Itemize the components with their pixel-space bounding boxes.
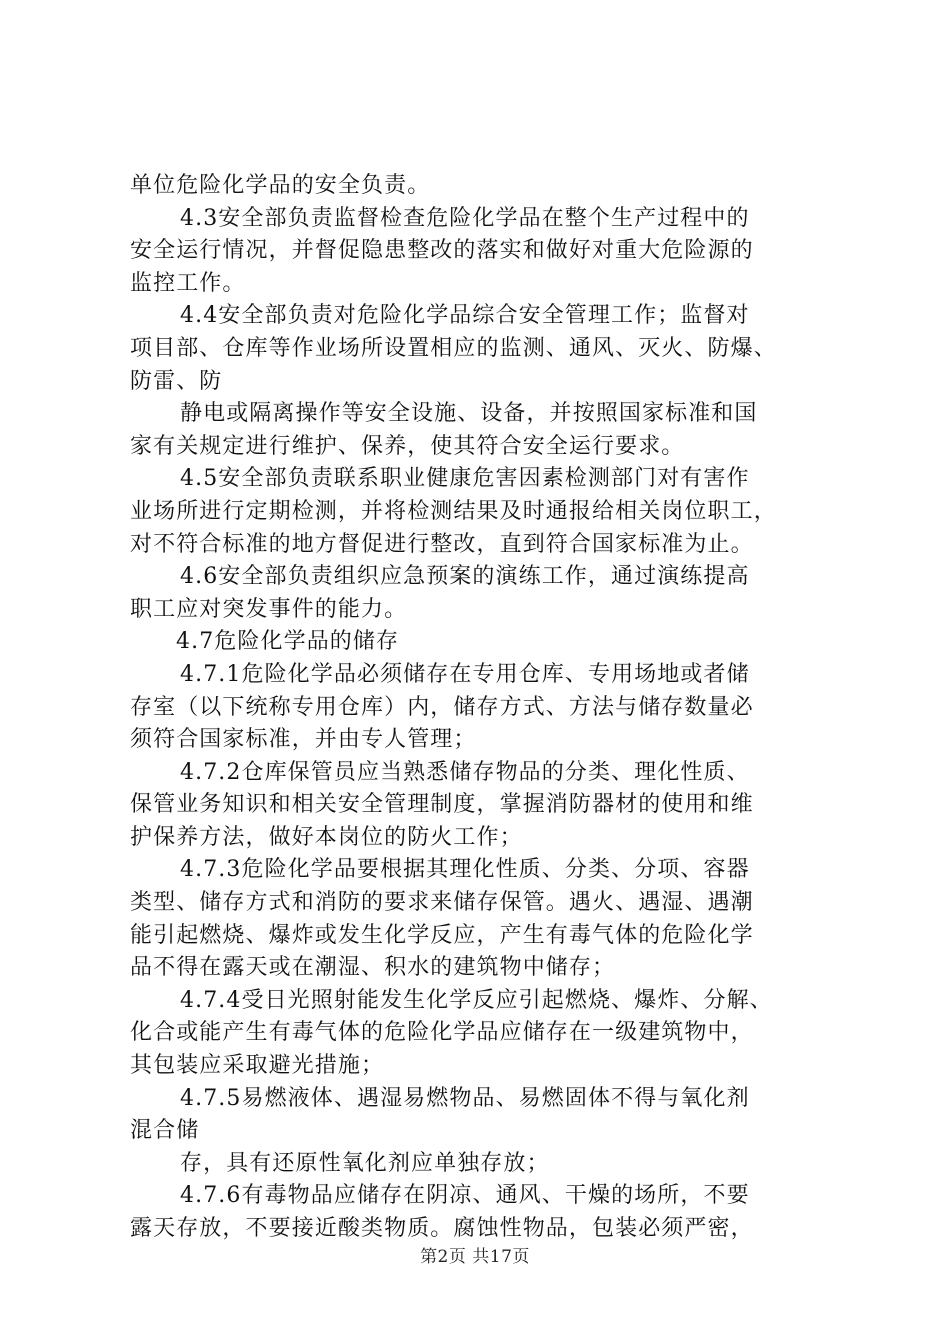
text-line: 4.7.5易燃液体、遇湿易燃物品、易燃固体不得与氧化剂	[180, 1085, 750, 1111]
text-line: 对不符合标准的地方督促进行整改，直到符合国家标准为止。	[130, 531, 754, 557]
text-line: 4.3安全部负责监督检查危险化学品在整个生产过程中的	[180, 205, 750, 231]
text-line: 4.7.4受日光照射能发生化学反应引起燃烧、爆炸、分解、	[180, 987, 773, 1013]
text-line: 化合或能产生有毒气体的危险化学品应储存在一级建筑物中，	[130, 1020, 754, 1046]
text-line: 4.4安全部负责对危险化学品综合安全管理工作；监督对	[180, 303, 750, 329]
text-line: 防雷、防	[130, 368, 223, 394]
page-footer: 第2页 共17页	[420, 1247, 530, 1267]
text-line: 4.7.1危险化学品必须储存在专用仓库、专用场地或者储	[180, 661, 750, 687]
text-line: 存，具有还原性氧化剂应单独存放；	[180, 1150, 550, 1176]
text-line: 保管业务知识和相关安全管理制度，掌握消防器材的使用和维	[130, 792, 754, 818]
text-line: 业场所进行定期检测，并将检测结果及时通报给相关岗位职工，	[130, 498, 777, 524]
text-line: 4.7.6有毒物品应储存在阴凉、通风、干燥的场所，不要	[180, 1183, 750, 1209]
text-line: 存室（以下统称专用仓库）内，储存方式、方法与储存数量必	[130, 694, 754, 720]
document-body	[130, 170, 830, 1246]
text-line: 其包装应采取避光措施；	[130, 1053, 385, 1079]
text-line: 护保养方法，做好本岗位的防火工作；	[130, 824, 523, 850]
text-line: 能引起燃烧、爆炸或发生化学反应，产生有毒气体的危险化学	[130, 922, 754, 948]
text-line: 露天存放，不要接近酸类物质。腐蚀性物品，包装必须严密，	[130, 1216, 754, 1241]
text-line: 4.7.2仓库保管员应当熟悉储存物品的分类、理化性质、	[180, 759, 750, 785]
text-line: 静电或隔离操作等安全设施、设备，并按照国家标准和国	[180, 401, 758, 427]
text-line: 家有关规定进行维护、保养，使其符合安全运行要求。	[130, 433, 685, 459]
text-line: 4.5安全部负责联系职业健康危害因素检测部门对有害作	[180, 466, 750, 492]
text-line: 监控工作。	[130, 270, 246, 296]
text-line: 4.7危险化学品的储存	[176, 629, 400, 655]
text-line: 职工应对突发事件的能力。	[130, 596, 408, 622]
text-line: 单位危险化学品的安全负责。	[130, 173, 431, 198]
text-line: 4.7.3危险化学品要根据其理化性质、分类、分项、容器	[180, 857, 750, 883]
text-line: 安全运行情况，并督促隐患整改的落实和做好对重大危险源的	[130, 238, 754, 264]
text-line: 项目部、仓库等作业场所设置相应的监测、通风、灭火、防爆、	[130, 335, 777, 361]
text-line: 品不得在露天或在潮湿、积水的建筑物中储存；	[130, 955, 616, 981]
text-line: 混合储	[130, 1118, 200, 1144]
text-line: 类型、储存方式和消防的要求来储存保管。遇火、遇湿、遇潮	[130, 890, 754, 916]
text-line: 须符合国家标准，并由专人管理；	[130, 727, 477, 753]
text-line: 4.6安全部负责组织应急预案的演练工作，通过演练提高	[180, 564, 750, 590]
